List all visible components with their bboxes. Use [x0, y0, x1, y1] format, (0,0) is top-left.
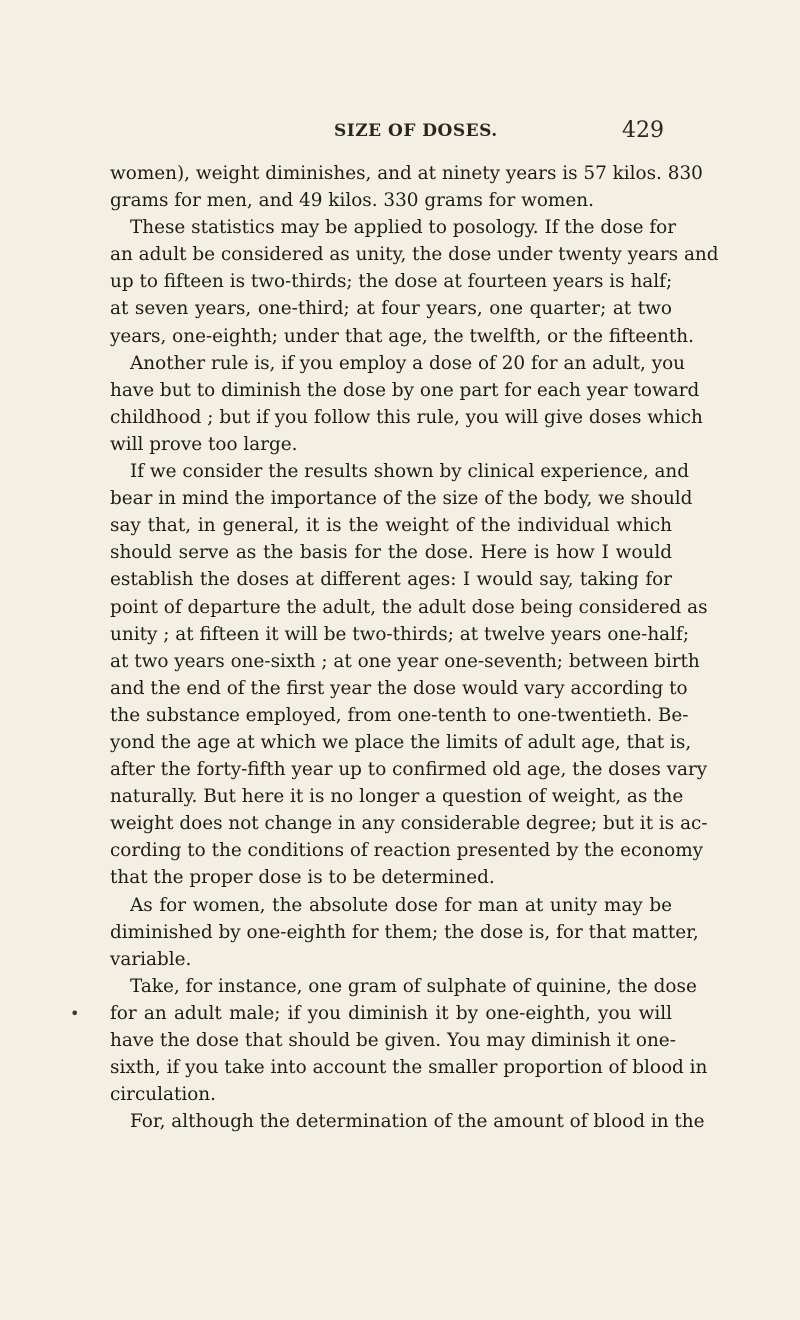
text-line: cording to the conditions of reaction presented by the economy [110, 840, 704, 862]
text-line: years, one-eighth; under that age, the twelfth, or the fifteenth. [110, 325, 694, 347]
text-line: For, although the determination of the amount of blood in the [130, 1111, 705, 1133]
text-line: naturally. But here it is no longer a question of weight, as the [110, 786, 684, 808]
page-number: 429 [622, 118, 664, 143]
text-line: after the forty-fifth year up to confirmed old age, the doses vary [110, 759, 708, 781]
text-line: weight does not change in any considerable degree; but it is ac- [110, 813, 708, 835]
text-line: have but to diminish the dose by one part for each year toward [110, 379, 700, 401]
text-line: sixth, if you take into account the smaller proportion of blood in [110, 1057, 708, 1079]
text-line: These statistics may be applied to posology. If the dose for [130, 217, 677, 239]
text-line: point of departure the adult, the adult dose being considered as [110, 596, 708, 618]
text-line: should serve as the basis for the dose. Here is how I would [110, 542, 672, 564]
text-line: Take, for instance, one gram of sulphate of quinine, the dose [130, 975, 697, 997]
text-line: say that, in general, it is the weight of the individual which [110, 515, 672, 537]
text-line: and the end of the first year the dose would vary according to [110, 677, 688, 699]
text-line: have the dose that should be given. You may diminish it one- [110, 1030, 676, 1051]
text-line: yond the age at which we place the limits of adult age, that is, [110, 731, 692, 753]
text-line: circulation. [110, 1084, 216, 1106]
text-line: will prove too large. [110, 433, 298, 455]
text-line: bear in mind the importance of the size of the body, we should [110, 488, 693, 510]
text-line: at two years one-sixth ; at one year one-seventh; between birth [110, 650, 700, 672]
text-line: diminished by one-eighth for them; the dose is, for that matter, [110, 921, 699, 943]
text-line: variable. [110, 948, 192, 970]
page-header [110, 118, 670, 151]
text-line: unity ; at fifteen it will be two-thirds; at twelve years one-half; [110, 623, 690, 645]
text-line: women), weight diminishes, and at ninety years is 57 kilos. 830 [110, 163, 703, 184]
text-line: childhood ; but if you follow this rule, you will give doses which [110, 406, 703, 428]
text-line: up to fifteen is two-thirds; the dose at fourteen years is half; [110, 271, 673, 293]
running-title: SIZE OF DOSES. [334, 121, 498, 141]
text-line: at seven years, one-third; at four years, one quarter; at two [110, 298, 672, 320]
text-line: that the proper dose is to be determined. [110, 867, 495, 889]
text-line: the substance employed, from one-tenth to one-twentieth. Be- [110, 704, 689, 726]
text-line: As for women, the absolute dose for man at unity may be [130, 894, 672, 916]
text-line: establish the doses at different ages: I would say, taking for [110, 569, 672, 591]
text-line: for an adult male; if you diminish it by one-eighth, you will [110, 1002, 672, 1024]
text-line: an adult be considered as unity, the dose under twenty years and [110, 244, 719, 266]
body-text [110, 160, 719, 1135]
text-line: grams for men, and 49 kilos. 330 grams for women. [110, 190, 594, 212]
text-line: If we consider the results shown by clinical experience, and [130, 461, 690, 483]
margin-mark: • [70, 1004, 80, 1023]
text-line: Another rule is, if you employ a dose of 20 for an adult, you [130, 352, 685, 374]
